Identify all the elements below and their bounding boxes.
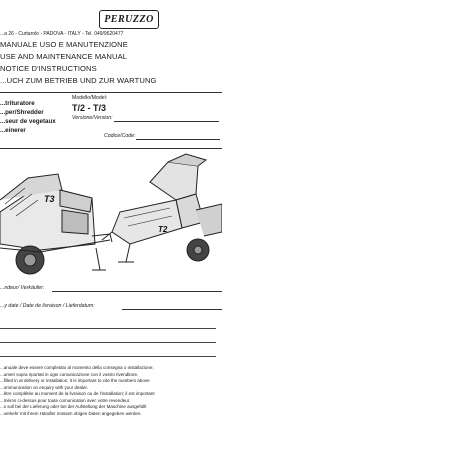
machine-label-right: T2 [158,225,168,234]
code-field [136,139,220,140]
blank-line [0,342,216,343]
model-value: T/2 - T/3 [72,103,107,113]
footer-note-line: ...méros ci-dessus pour toute comunication avec votre revendeur. [0,397,131,403]
footer-note-line: ...verkehr mit ihrem Händler müssen obigen Daten angegeben werden. [0,410,142,416]
machine-illustration [0,152,222,282]
delivery-date-field [122,309,222,310]
footer-note-line: ...ommunication on enquiry with your dealer. [0,384,89,390]
blank-line [0,328,216,329]
version-label: Versione/Version: [72,115,113,121]
footer-note-line: ...filled in at delivery or installation; it is important to cite the numbers above [0,378,150,383]
title-french: NOTICE D'INSTRUCTIONS [0,64,97,73]
blank-line [0,356,216,357]
machine-name-french: ...seur de vegetaux [0,118,56,125]
machine-name-english: ...per/Shredder [0,109,44,116]
machine-name-german: ...einerer [0,127,26,134]
dealer-field [52,291,222,292]
version-field [114,121,219,122]
title-italian: MANUALE USO E MANUTENZIONE [0,40,128,49]
footer-note-line: ...s soll bei der Lieferung oder bei der Aufstellung der Maschine ausgefüllt [0,404,147,409]
dealer-label: ...ndeur/ Verkäufer: [0,285,45,291]
machine-label-left: T3 [44,194,55,204]
brand-logo: PERUZZO [99,10,159,29]
footer-note-line: ...être complétée au moment de la livraison ou de l'installation; il est important [0,391,155,396]
delivery-date-label: ...y date / Date de livraison / Lieferdatum: [0,303,95,309]
company-address: ...a 26 - Curtarolo - PADOVA - ITALY - Tel. 049/9620477 [0,31,124,37]
code-label: Codice/Code: [104,133,136,139]
divider [0,148,222,149]
model-label: Modello/Model: [72,95,108,101]
title-english: USE AND MAINTENANCE MANUAL [0,52,128,61]
divider [0,92,222,93]
title-german: ...UCH ZUM BETRIEB UND ZUR WARTUNG [0,76,157,85]
footer-note-line: ...umeri sopra riportati in ogni comunicazione con il vostro rivenditore. [0,371,139,377]
footer-note-line: ...anuale deve essere completato al momento della consegna o installazione; [0,365,154,370]
machine-name-italian: ...trituratore [0,100,35,107]
